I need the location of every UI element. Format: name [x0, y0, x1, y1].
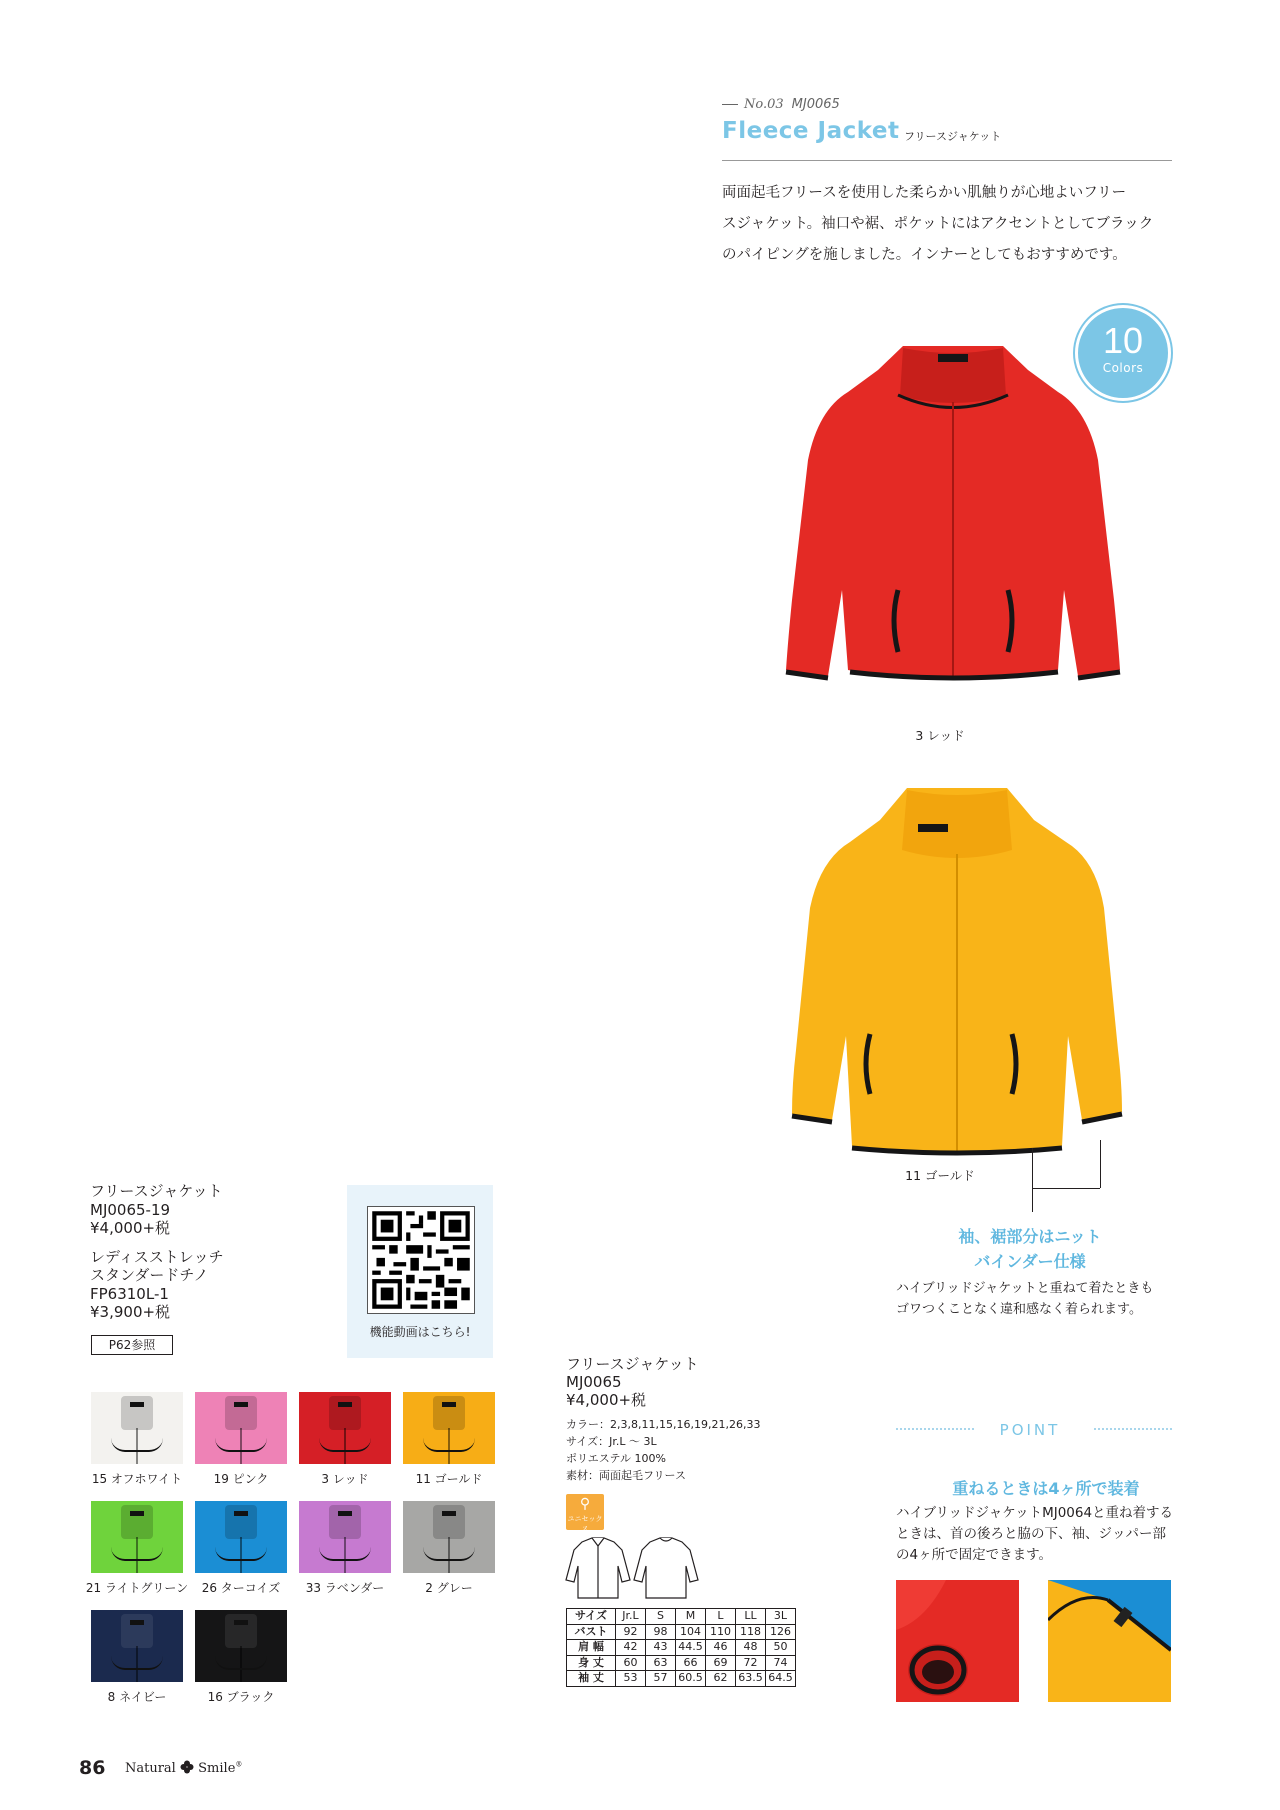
swatch-neck-tag — [130, 1402, 144, 1407]
page-number: 86 — [79, 1757, 106, 1779]
table-cell: 44.5 — [676, 1640, 706, 1656]
color-swatch — [91, 1392, 183, 1464]
table-cell: 63 — [646, 1655, 676, 1671]
description-line: 両面起毛フリースを使用した柔らかい肌触りが心地よいフリー — [722, 185, 1127, 201]
point-divider-left — [896, 1428, 974, 1430]
jacket-technical-drawing — [564, 1536, 700, 1602]
product-specs — [566, 1416, 760, 1484]
table-cell: 43 — [646, 1640, 676, 1656]
table-cell: 72 — [736, 1655, 766, 1671]
table-cell: 63.5 — [736, 1671, 766, 1687]
swatch-neck-tag — [442, 1511, 456, 1516]
table-cell: 48 — [736, 1640, 766, 1656]
table-cell: バスト — [567, 1624, 616, 1640]
cuff-detail-image — [896, 1580, 1019, 1702]
table-row — [567, 1671, 796, 1687]
coord-item1-price: ¥4,000+税 — [90, 1219, 171, 1237]
description-line: スジャケット。袖口や裾、ポケットにはアクセントとしてブラック — [722, 216, 1154, 232]
swatch-trim — [319, 1438, 371, 1452]
size-table — [566, 1608, 796, 1687]
photo-caption-red: 3 レッド — [915, 728, 965, 743]
table-header: Jr.L — [616, 1609, 646, 1625]
brand-logo: Natural Smile® — [125, 1760, 243, 1776]
detail-photo-zipper — [1048, 1580, 1171, 1702]
gold-jacket-photo — [762, 784, 1142, 1164]
qr-caption: 機能動画はこちら! — [369, 1325, 471, 1339]
table-cell: 60 — [616, 1655, 646, 1671]
product-name: フリースジャケット — [566, 1355, 699, 1373]
knit-text-line: ゴワつくことなく違和感なく着られます。 — [896, 1302, 1142, 1317]
callout-line — [1032, 1148, 1033, 1188]
page-title: Fleece Jacket — [722, 118, 900, 144]
swatch-neck-tag — [338, 1402, 352, 1407]
swatch-label: 19 ピンク — [213, 1472, 269, 1486]
swatch-neck-tag — [442, 1402, 456, 1407]
swatch-trim — [215, 1656, 267, 1670]
table-cell: 57 — [646, 1671, 676, 1687]
swatch-label: 21 ライトグリーン — [85, 1581, 189, 1595]
color-swatch — [403, 1392, 495, 1464]
table-cell: 46 — [706, 1640, 736, 1656]
swatch-neck-tag — [234, 1402, 248, 1407]
spec-sizes: サイズ：Jr.L 〜 3L — [566, 1435, 657, 1448]
table-cell: 66 — [676, 1655, 706, 1671]
table-cell: 50 — [766, 1640, 796, 1656]
table-cell: 53 — [616, 1671, 646, 1687]
coord-item2-code: FP6310L-1 — [90, 1284, 169, 1303]
spec-fiber: ポリエステル 100% — [566, 1452, 666, 1465]
swatch-label: 15 オフホワイト — [91, 1472, 183, 1486]
swatch-trim — [111, 1656, 163, 1670]
point-text — [896, 1503, 1196, 1566]
table-header: M — [676, 1609, 706, 1625]
swatch-label: 26 ターコイズ — [201, 1581, 281, 1595]
swatch-trim — [423, 1438, 475, 1452]
table-cell: 身 丈 — [567, 1655, 616, 1671]
point-title: 重ねるときは4ヶ所で装着 — [952, 1479, 1140, 1498]
table-cell: 64.5 — [766, 1671, 796, 1687]
swatch-label: 33 ラベンダー — [305, 1581, 385, 1595]
red-jacket-photo — [758, 340, 1138, 720]
colors-count: 10 — [1102, 320, 1144, 361]
table-row — [567, 1655, 796, 1671]
qr-code[interactable] — [367, 1206, 475, 1314]
coord-item1-name: フリースジャケット — [90, 1182, 223, 1200]
product-price: ¥4,000+税 — [566, 1391, 647, 1409]
table-cell: 42 — [616, 1640, 646, 1656]
table-header-row — [567, 1609, 796, 1625]
product-code: MJ0065 — [791, 97, 840, 112]
spec-colors: カラー：2,3,8,11,15,16,19,21,26,33 — [566, 1418, 761, 1431]
swatch-neck-tag — [130, 1620, 144, 1625]
swatch-trim — [111, 1547, 163, 1561]
table-cell: 118 — [736, 1624, 766, 1640]
product-info — [566, 1355, 699, 1409]
detail-photo-cuff — [896, 1580, 1019, 1702]
point-text-line: の4ヶ所で固定できます。 — [896, 1547, 1053, 1563]
table-cell: 60.5 — [676, 1671, 706, 1687]
swatch-label: 11 ゴールド — [415, 1472, 483, 1486]
table-header: 3L — [766, 1609, 796, 1625]
table-cell: 69 — [706, 1655, 736, 1671]
color-swatch — [91, 1501, 183, 1573]
point-text-line: ハイブリッドジャケットMJ0064と重ね着する — [896, 1505, 1174, 1521]
coord-item2-price: ¥3,900+税 — [90, 1303, 171, 1321]
callout-line — [1100, 1140, 1101, 1188]
coordinate-info — [90, 1182, 224, 1322]
swatch-neck-tag — [130, 1511, 144, 1516]
swatch-trim — [111, 1438, 163, 1452]
swatch-trim — [423, 1547, 475, 1561]
table-cell: 74 — [766, 1655, 796, 1671]
title-divider — [722, 160, 1172, 161]
point-label: POINT — [999, 1421, 1061, 1439]
swatch-trim — [215, 1438, 267, 1452]
product-number: No.03 — [744, 97, 784, 112]
table-cell: 肩 幅 — [567, 1640, 616, 1656]
color-swatch — [403, 1501, 495, 1573]
coord-item1-code: MJ0065-19 — [90, 1200, 171, 1219]
unisex-icon: ⚲ ユニセックス — [567, 1496, 603, 1533]
product-description — [722, 178, 1192, 271]
table-cell: 110 — [706, 1624, 736, 1640]
table-cell: 104 — [676, 1624, 706, 1640]
color-swatch — [195, 1610, 287, 1682]
color-swatch — [91, 1610, 183, 1682]
divider — [722, 104, 738, 105]
table-header: S — [646, 1609, 676, 1625]
page-reference: P62参照 — [91, 1335, 173, 1355]
qr-code-icon — [368, 1207, 474, 1313]
product-number-line — [722, 97, 840, 112]
knit-binder-text — [896, 1278, 1196, 1320]
swatch-neck-tag — [234, 1511, 248, 1516]
knit-title-line: 袖、裾部分はニット — [958, 1227, 1102, 1246]
color-swatch — [299, 1392, 391, 1464]
description-line: のパイピングを施しました。インナーとしてもおすすめです。 — [722, 247, 1127, 263]
swatch-label: 16 ブラック — [207, 1690, 275, 1704]
clover-icon — [180, 1760, 194, 1774]
knit-text-line: ハイブリッドジャケットと重ねて着たときも — [896, 1281, 1154, 1296]
photo-caption-gold: 11 ゴールド — [905, 1168, 975, 1183]
swatch-neck-tag — [234, 1620, 248, 1625]
swatch-label: 3 レッド — [321, 1472, 369, 1486]
swatch-neck-tag — [338, 1511, 352, 1516]
table-cell: 62 — [706, 1671, 736, 1687]
knit-title-line: バインダー仕様 — [974, 1252, 1086, 1271]
table-cell: 92 — [616, 1624, 646, 1640]
table-row — [567, 1624, 796, 1640]
product-code: MJ0065 — [566, 1373, 622, 1391]
color-swatch — [195, 1501, 287, 1573]
color-swatch — [299, 1501, 391, 1573]
page-title-ja: フリースジャケット — [904, 130, 1002, 143]
coord-item2-name2: スタンダードチノ — [90, 1266, 209, 1284]
unisex-label: ユニセックス — [567, 1515, 603, 1533]
callout-line — [1032, 1188, 1033, 1212]
brand-name-right: Smile — [198, 1761, 236, 1776]
swatch-trim — [319, 1547, 371, 1561]
table-header: L — [706, 1609, 736, 1625]
color-swatch — [195, 1392, 287, 1464]
colors-label: Colors — [1102, 361, 1144, 375]
swatch-label: 8 ネイビー — [107, 1690, 167, 1704]
swatch-label: 2 グレー — [425, 1581, 473, 1595]
table-header: サイズ — [567, 1609, 616, 1625]
table-cell: 126 — [766, 1624, 796, 1640]
point-text-line: ときは、首の後ろと脇の下、袖、ジッパー部 — [896, 1526, 1166, 1542]
spec-material: 素材：両面起毛フリース — [566, 1469, 687, 1482]
coord-item2-name: レディスストレッチ — [90, 1247, 224, 1266]
swatch-trim — [215, 1547, 267, 1561]
table-cell: 98 — [646, 1624, 676, 1640]
brand-name-left: Natural — [125, 1761, 176, 1776]
table-row — [567, 1640, 796, 1656]
table-header: LL — [736, 1609, 766, 1625]
point-divider-right — [1094, 1428, 1172, 1430]
callout-line — [1032, 1188, 1100, 1189]
zipper-detail-image — [1048, 1580, 1171, 1702]
table-cell: 袖 丈 — [567, 1671, 616, 1687]
knit-binder-title — [880, 1224, 1180, 1274]
